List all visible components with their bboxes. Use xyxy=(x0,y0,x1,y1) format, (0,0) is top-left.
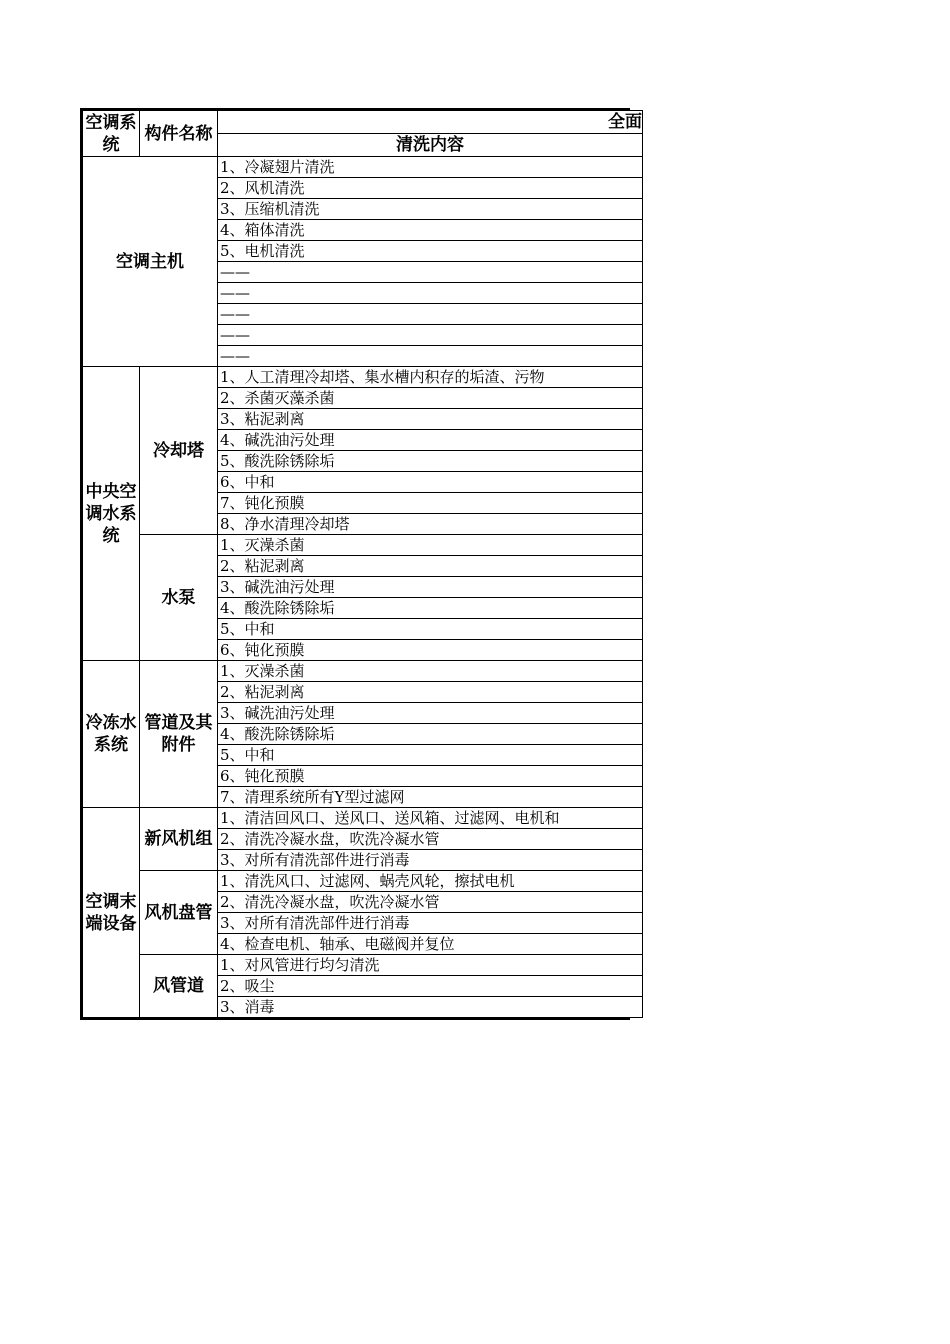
table-row xyxy=(83,955,643,976)
cleaning-item: —— xyxy=(218,304,643,325)
component-fresh-air: 新风机组 xyxy=(140,808,218,871)
cleaning-content-table xyxy=(82,110,643,1018)
table-row xyxy=(83,661,643,682)
system-central-water: 中央空调水系统 xyxy=(83,367,140,661)
component-pipes: 管道及其附件 xyxy=(140,661,218,808)
cleaning-item: 5、电机清洗 xyxy=(218,241,643,262)
header-cleaning-content: 清洗内容 xyxy=(218,134,643,157)
cleaning-item: 2、清洗冷凝水盘，吹洗冷凝水管 xyxy=(218,892,643,913)
table-row xyxy=(83,871,643,892)
cleaning-item: 2、杀菌灭藻杀菌 xyxy=(218,388,643,409)
cleaning-item: 1、清洁回风口、送风口、送风箱、过滤网、电机和 xyxy=(218,808,643,829)
cleaning-item: 3、对所有清洗部件进行消毒 xyxy=(218,850,643,871)
cleaning-item: 6、钝化预膜 xyxy=(218,640,643,661)
cleaning-item: 8、净水清理冷却塔 xyxy=(218,514,643,535)
table-row xyxy=(83,367,643,388)
system-terminal: 空调末端设备 xyxy=(83,808,140,1018)
system-chilled-water: 冷冻水系统 xyxy=(83,661,140,808)
header-ac-system: 空调系统 xyxy=(83,111,140,157)
component-cooling-tower: 冷却塔 xyxy=(140,367,218,535)
cleaning-item: 4、酸洗除锈除垢 xyxy=(218,724,643,745)
spreadsheet-table xyxy=(80,108,642,1020)
cleaning-item: 7、钝化预膜 xyxy=(218,493,643,514)
cleaning-item: 2、风机清洗 xyxy=(218,178,643,199)
cleaning-item: 6、中和 xyxy=(218,472,643,493)
table-body xyxy=(83,111,643,1018)
cleaning-item: —— xyxy=(218,346,643,367)
cleaning-item: —— xyxy=(218,325,643,346)
cleaning-item: 3、粘泥剥离 xyxy=(218,409,643,430)
cleaning-item: 2、粘泥剥离 xyxy=(218,682,643,703)
cleaning-item: 5、酸洗除锈除垢 xyxy=(218,451,643,472)
cleaning-item: —— xyxy=(218,283,643,304)
cleaning-item: 3、碱洗油污处理 xyxy=(218,577,643,598)
cleaning-item: 5、中和 xyxy=(218,619,643,640)
cleaning-item: 5、中和 xyxy=(218,745,643,766)
cleaning-item: 2、清洗冷凝水盘，吹洗冷凝水管 xyxy=(218,829,643,850)
cleaning-item: 4、检查电机、轴承、电磁阀并复位 xyxy=(218,934,643,955)
cleaning-item: 1、灭澡杀菌 xyxy=(218,661,643,682)
component-duct: 风管道 xyxy=(140,955,218,1018)
table-row xyxy=(83,157,643,178)
cleaning-item: 7、清理系统所有Y型过滤网 xyxy=(218,787,643,808)
cleaning-item: 1、对风管进行均匀清洗 xyxy=(218,955,643,976)
component-pump: 水泵 xyxy=(140,535,218,661)
cleaning-item: 4、酸洗除锈除垢 xyxy=(218,598,643,619)
cleaning-item: 6、钝化预膜 xyxy=(218,766,643,787)
cleaning-item: 4、碱洗油污处理 xyxy=(218,430,643,451)
table-row xyxy=(83,808,643,829)
cleaning-item: 3、消毒 xyxy=(218,997,643,1018)
cleaning-item: —— xyxy=(218,262,643,283)
cleaning-item: 3、碱洗油污处理 xyxy=(218,703,643,724)
cleaning-item: 1、冷凝翅片清洗 xyxy=(218,157,643,178)
cleaning-item: 3、压缩机清洗 xyxy=(218,199,643,220)
component-fan-coil: 风机盘管 xyxy=(140,871,218,955)
header-title: 全面 xyxy=(218,111,643,134)
table-row xyxy=(83,535,643,556)
cleaning-item: 1、灭澡杀菌 xyxy=(218,535,643,556)
cleaning-item: 2、吸尘 xyxy=(218,976,643,997)
cleaning-item: 4、箱体清洗 xyxy=(218,220,643,241)
header-row xyxy=(83,111,643,134)
category-ac-main: 空调主机 xyxy=(83,157,218,367)
cleaning-item: 1、人工清理冷却塔、集水槽内积存的垢渣、污物 xyxy=(218,367,643,388)
cleaning-item: 2、粘泥剥离 xyxy=(218,556,643,577)
cleaning-item: 1、清洗风口、过滤网、蜗壳风轮，擦拭电机 xyxy=(218,871,643,892)
cleaning-item: 3、对所有清洗部件进行消毒 xyxy=(218,913,643,934)
header-component-name: 构件名称 xyxy=(140,111,218,157)
